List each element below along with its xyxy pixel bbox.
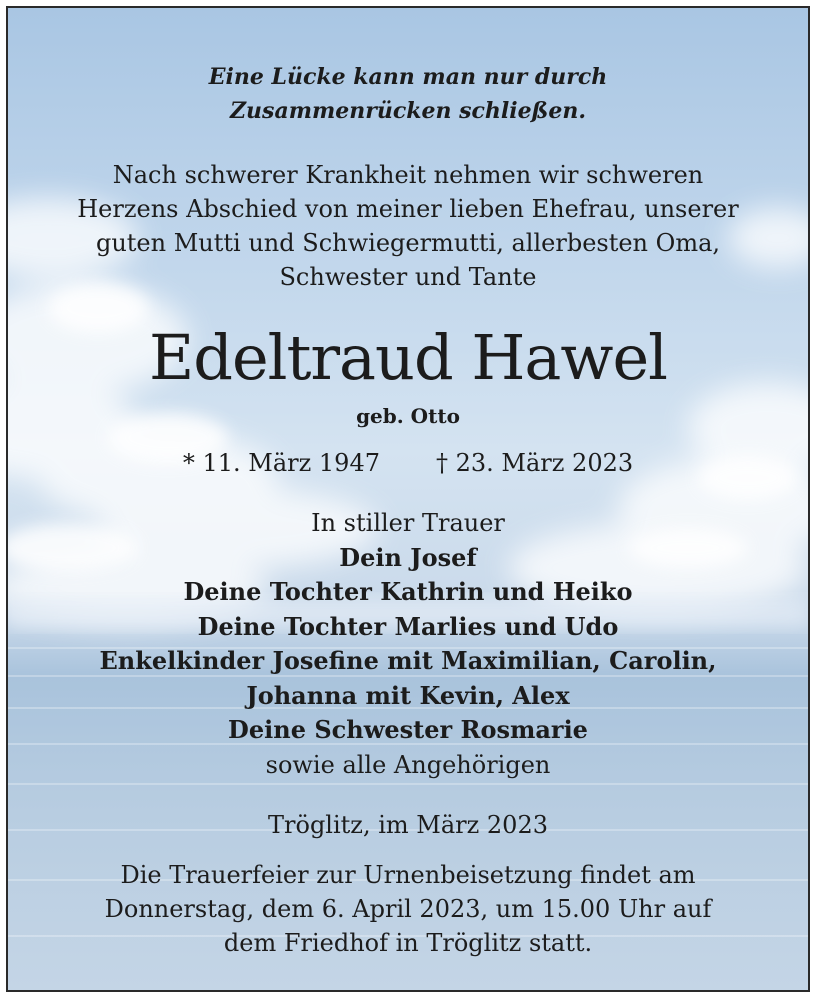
mourner-line: Enkelkinder Josefine mit Maximilian, Carolin, xyxy=(99,646,717,675)
motto xyxy=(8,60,808,128)
intro-line: Schwester und Tante xyxy=(279,263,537,291)
intro-line: Nach schwerer Krankheit nehmen wir schweren xyxy=(112,161,704,189)
intro-line: Herzens Abschied von meiner lieben Ehefrau, unserer xyxy=(77,195,739,223)
service-info xyxy=(8,858,808,960)
motto-line: Eine Lücke kann man nur durch xyxy=(208,64,608,90)
service-line: Die Trauerfeier zur Urnenbeisetzung findet am xyxy=(120,861,696,889)
relatives-line: sowie alle Angehörigen xyxy=(265,750,551,779)
motto-line: Zusammenrücken schließen. xyxy=(230,98,586,124)
mourner-line: Deine Tochter Kathrin und Heiko xyxy=(183,577,633,606)
obituary-content xyxy=(8,8,808,990)
service-line: Donnerstag, dem 6. April 2023, um 15.00 Uhr auf xyxy=(104,895,712,923)
intro-line: guten Mutti und Schwiegermutti, allerbesten Oma, xyxy=(95,229,721,257)
obituary-frame xyxy=(6,6,810,992)
mourner-line: Dein Josef xyxy=(339,542,477,572)
birth-name: geb. Otto xyxy=(356,404,460,428)
mourner-line: Deine Schwester Rosmarie xyxy=(228,715,588,744)
life-dates xyxy=(8,446,808,480)
mourner-line: Deine Tochter Marlies und Udo xyxy=(197,611,619,641)
deceased-name: Edeltraud Hawel xyxy=(149,321,667,394)
place-date: Tröglitz, im März 2023 xyxy=(268,811,548,839)
mourners-block xyxy=(8,506,808,782)
mourner-line: Johanna mit Kevin, Alex xyxy=(246,680,570,710)
mourning-intro: In stiller Trauer xyxy=(311,509,505,537)
death-date: † 23. März 2023 xyxy=(436,449,634,477)
intro-text xyxy=(8,158,808,294)
service-line: dem Friedhof in Tröglitz statt. xyxy=(223,929,593,957)
birth-date: * 11. März 1947 xyxy=(182,449,380,477)
